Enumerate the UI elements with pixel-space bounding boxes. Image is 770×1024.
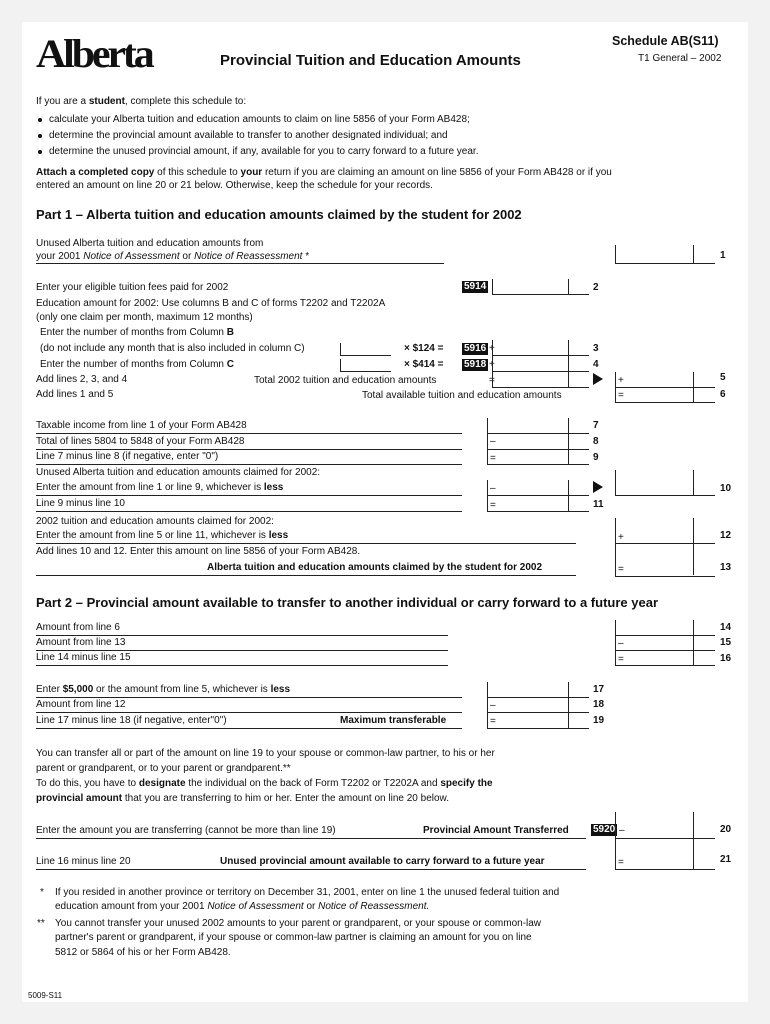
line-number: 3 (593, 343, 599, 354)
divider (36, 665, 448, 666)
code-5920: 5920 (593, 824, 616, 835)
cents-divider (568, 418, 569, 433)
line-16-input[interactable] (615, 650, 715, 666)
cents-divider (568, 682, 569, 697)
line-5-subtotal-input[interactable] (492, 372, 589, 388)
equals-sign: = (618, 857, 624, 868)
line-13-input[interactable] (615, 543, 715, 577)
part2-title: Part 2 – Provincial amount available to transfer to another individual or carry forward to a future year (36, 595, 659, 610)
line-number: 8 (593, 436, 599, 447)
schedule-label: Schedule AB(S11) (612, 34, 719, 48)
line-10-subtotal-input[interactable] (487, 480, 589, 496)
arrow-right-icon (593, 373, 603, 385)
amount-from-line-6: Amount from line 6 (36, 622, 120, 633)
divider (36, 449, 462, 450)
divider (36, 575, 576, 576)
line-8-input[interactable] (487, 433, 589, 450)
divider (36, 712, 462, 713)
cents-divider (568, 356, 569, 371)
equals-sign: = (490, 716, 496, 727)
attach-instructions: Attach a completed copy of this schedule to your return if you are claiming an amount on line 5856 of your Form AB428 or if you (36, 167, 612, 178)
line-9-input[interactable] (487, 449, 589, 465)
alberta-logo: Alberta (36, 31, 152, 76)
footnote-1: If you resided in another province or territory on December 31, 2001, enter on line 1 the unused federal tuition and (55, 887, 560, 898)
equals-sign: = (618, 654, 624, 665)
claimed-total-label: Alberta tuition and education amounts claimed by the student for 2002 (207, 562, 543, 573)
line-18-input[interactable] (487, 697, 589, 713)
equals-sign: = (490, 500, 496, 511)
divider (36, 464, 462, 465)
line-number: 17 (593, 684, 605, 695)
footnote-marker: * (40, 887, 44, 898)
minus-sign: – (490, 483, 496, 494)
form-page (22, 22, 748, 1002)
maximum-transferable-label: Maximum transferable (340, 715, 447, 726)
code-5916: 5916 (464, 343, 487, 354)
cents-divider (568, 340, 569, 355)
taxable-income-label: Taxable income from line 1 of your Form AB428 (36, 420, 247, 431)
footnote-2-line-3: 5812 or 5864 of his or her Form AB428. (55, 947, 231, 958)
divider (36, 650, 448, 651)
line-6-input[interactable] (615, 387, 715, 403)
line-9-minus-10-label: Line 9 minus line 10 (36, 498, 125, 509)
line-number: 18 (593, 699, 605, 710)
line-number: 16 (720, 653, 732, 664)
line-number: 12 (720, 530, 732, 541)
minus-sign: – (490, 700, 496, 711)
transfer-paragraph-1: You can transfer all or part of the amount on line 19 to your spouse or common-law partner, to his or her (36, 748, 495, 759)
cents-divider (568, 495, 569, 511)
unused-amounts-label-2: your 2001 Notice of Assessment or Notice of Reassessment * (36, 251, 310, 262)
plus-sign: + (618, 532, 624, 543)
provincial-transferred-label: Provincial Amount Transferred (423, 825, 569, 836)
total-5804-label: Total of lines 5804 to 5848 of your Form AB428 (36, 436, 245, 447)
footnote-1-line-2: education amount from your 2001 Notice of Assessment or Notice of Reassessment. (55, 901, 430, 912)
form-title: Provincial Tuition and Education Amounts (220, 52, 521, 69)
line-number: 2 (593, 282, 599, 293)
add-lines-2-3-4: Add lines 2, 3, and 4 (36, 374, 128, 385)
line-16-minus-20-label: Line 16 minus line 20 (36, 856, 131, 867)
intro-bullet-2: determine the provincial amount available to transfer to another designated individual; and (49, 130, 448, 141)
cents-divider (568, 372, 569, 387)
line-number: 1 (720, 250, 726, 261)
line-11-input[interactable] (487, 495, 589, 512)
divider (36, 838, 586, 839)
unused-amounts-label: Unused Alberta tuition and education amounts from (36, 238, 264, 249)
line-1-input[interactable] (615, 245, 715, 264)
line-17-minus-18-label: Line 17 minus line 18 (if negative, enter"0") (36, 715, 227, 726)
cents-divider (693, 387, 694, 402)
column-c-label: Enter the number of months from Column C (40, 359, 234, 370)
cents-divider (693, 470, 694, 495)
line-5-input[interactable] (615, 372, 715, 388)
unused-forward-label: Unused provincial amount available to carry forward to a future year (220, 856, 545, 867)
enter-line1-or-9-label: Enter the amount from line 1 or line 9, whichever is less (36, 482, 284, 493)
line-number: 9 (593, 452, 599, 463)
footnote-marker: ** (37, 918, 45, 929)
line-number: 5 (720, 372, 726, 383)
plus-sign: + (489, 343, 495, 354)
cents-divider (693, 650, 694, 665)
footnote-2: You cannot transfer your unused 2002 amounts to your parent or grandparent, or your spouse or common-law (55, 918, 542, 929)
line-number: 7 (593, 420, 599, 431)
divider (36, 433, 462, 434)
code-5918: 5918 (464, 359, 487, 370)
attach-instructions-2: entered an amount on line 20 or 21 below. Otherwise, keep the schedule for your records. (36, 180, 433, 191)
cents-divider (693, 620, 694, 635)
line-12-input[interactable] (615, 518, 715, 544)
cents-divider (693, 838, 694, 869)
line-20-input[interactable] (615, 812, 715, 839)
cents-divider (693, 812, 694, 838)
rate-124: × $124 = (404, 343, 444, 354)
rate-414: × $414 = (404, 359, 444, 370)
divider (36, 543, 576, 544)
bullet-icon (38, 134, 42, 138)
line-number: 21 (720, 854, 732, 865)
claimed-2002-label: 2002 tuition and education amounts claimed for 2002: (36, 516, 274, 527)
education-amount-label: Education amount for 2002: Use columns B and C of forms T2202 and T2202A (36, 298, 386, 309)
line-21-input[interactable] (615, 838, 715, 870)
minus-sign: – (618, 638, 624, 649)
column-b-label: Enter the number of months from Column B (40, 327, 234, 338)
line-10-input[interactable] (615, 470, 715, 496)
cents-divider (568, 433, 569, 449)
line-19-input[interactable] (487, 712, 589, 729)
divider (36, 697, 462, 698)
line-number: 11 (593, 499, 604, 510)
transfer-paragraph-3: To do this, you have to designate the individual on the back of Form T2202 or T2202A and specify the (36, 778, 493, 789)
intro-bullet-3: determine the unused provincial amount, if any, available for you to carry forward to a future year. (49, 146, 479, 157)
enter-5000-label: Enter $5,000 or the amount from line 5, whichever is less (36, 684, 291, 695)
line-2-input[interactable] (492, 279, 589, 295)
part1-title: Part 1 – Alberta tuition and education amounts claimed by the student for 2002 (36, 207, 522, 222)
divider (36, 728, 462, 729)
transfer-paragraph-4: provincial amount that you are transferring to him or her. Enter the amount on line 20 below. (36, 793, 449, 804)
minus-sign: – (490, 436, 496, 447)
divider (36, 495, 462, 496)
footnote-2-line-2: partner's parent or grandparent, if your spouse or common-law partner is claiming an amount for you on line (55, 932, 532, 943)
equals-sign: = (618, 390, 624, 401)
cents-divider (693, 245, 694, 263)
bullet-icon (38, 150, 42, 154)
column-c-months-input[interactable] (340, 359, 391, 372)
line-17-input[interactable] (487, 682, 589, 698)
line-3-input[interactable] (492, 340, 589, 356)
line-15-input[interactable] (615, 635, 715, 651)
cents-divider (568, 279, 569, 294)
bullet-icon (38, 118, 42, 122)
add-lines-1-5: Add lines 1 and 5 (36, 389, 114, 400)
cents-divider (693, 372, 694, 387)
line-number: 20 (720, 824, 732, 835)
add-lines-10-12-label: Add lines 10 and 12. Enter this amount on line 5856 of your Form AB428. (36, 546, 361, 557)
enter-line5-or-11-label: Enter the amount from line 5 or line 11, whichever is less (36, 530, 289, 541)
line-number: 14 (720, 622, 732, 633)
education-amount-note: (only one claim per month, maximum 12 months) (36, 312, 253, 323)
line-number: 15 (720, 637, 732, 648)
line-number: 4 (593, 359, 599, 370)
column-b-note: (do not include any month that is also included in column C) (40, 343, 305, 354)
line-7-input[interactable] (487, 418, 589, 434)
equals-sign: = (490, 453, 496, 464)
cents-divider (693, 518, 694, 543)
line-number: 6 (720, 389, 726, 400)
divider (36, 511, 462, 512)
intro-lead: If you are a student, complete this schedule to: (36, 96, 247, 107)
amount-from-line-13: Amount from line 13 (36, 637, 126, 648)
plus-sign: + (618, 375, 624, 386)
divider (36, 869, 586, 870)
form-subtitle: T1 General – 2002 (638, 53, 722, 64)
transfer-paragraph-2: parent or grandparent, or to your parent or grandparent.** (36, 763, 291, 774)
column-b-months-input[interactable] (340, 343, 391, 356)
cents-divider (568, 697, 569, 712)
intro-bullet-1: calculate your Alberta tuition and education amounts to claim on line 5856 of your Form AB428; (49, 114, 470, 125)
line-4-input[interactable] (492, 356, 589, 372)
code-5914: 5914 (464, 281, 487, 292)
line-number: 19 (593, 715, 605, 726)
cents-divider (568, 449, 569, 464)
total-2002-label: Total 2002 tuition and education amounts (254, 375, 437, 386)
line-7-minus-8-label: Line 7 minus line 8 (if negative, enter "0") (36, 451, 219, 462)
cents-divider (693, 635, 694, 650)
arrow-right-icon (593, 481, 603, 493)
divider (36, 263, 444, 264)
total-available-label: Total available tuition and education amounts (362, 390, 562, 401)
equals-sign: = (489, 375, 495, 386)
tuition-fees-label: Enter your eligible tuition fees paid for 2002 (36, 282, 229, 293)
enter-transfer-label: Enter the amount you are transferring (cannot be more than line 19) (36, 825, 336, 836)
line-number: 10 (720, 483, 732, 494)
unused-claimed-label: Unused Alberta tuition and education amounts claimed for 2002: (36, 467, 321, 478)
plus-sign: + (489, 359, 495, 370)
cents-divider (568, 480, 569, 495)
amount-from-line-12: Amount from line 12 (36, 699, 126, 710)
line-14-input[interactable] (615, 620, 715, 636)
line-14-minus-15-label: Line 14 minus line 15 (36, 652, 131, 663)
divider (36, 635, 448, 636)
minus-sign: – (619, 825, 625, 836)
form-code: 5009-S11 (28, 991, 63, 1000)
cents-divider (693, 543, 694, 575)
cents-divider (568, 712, 569, 728)
line-number: 13 (720, 562, 732, 573)
equals-sign: = (618, 564, 624, 575)
